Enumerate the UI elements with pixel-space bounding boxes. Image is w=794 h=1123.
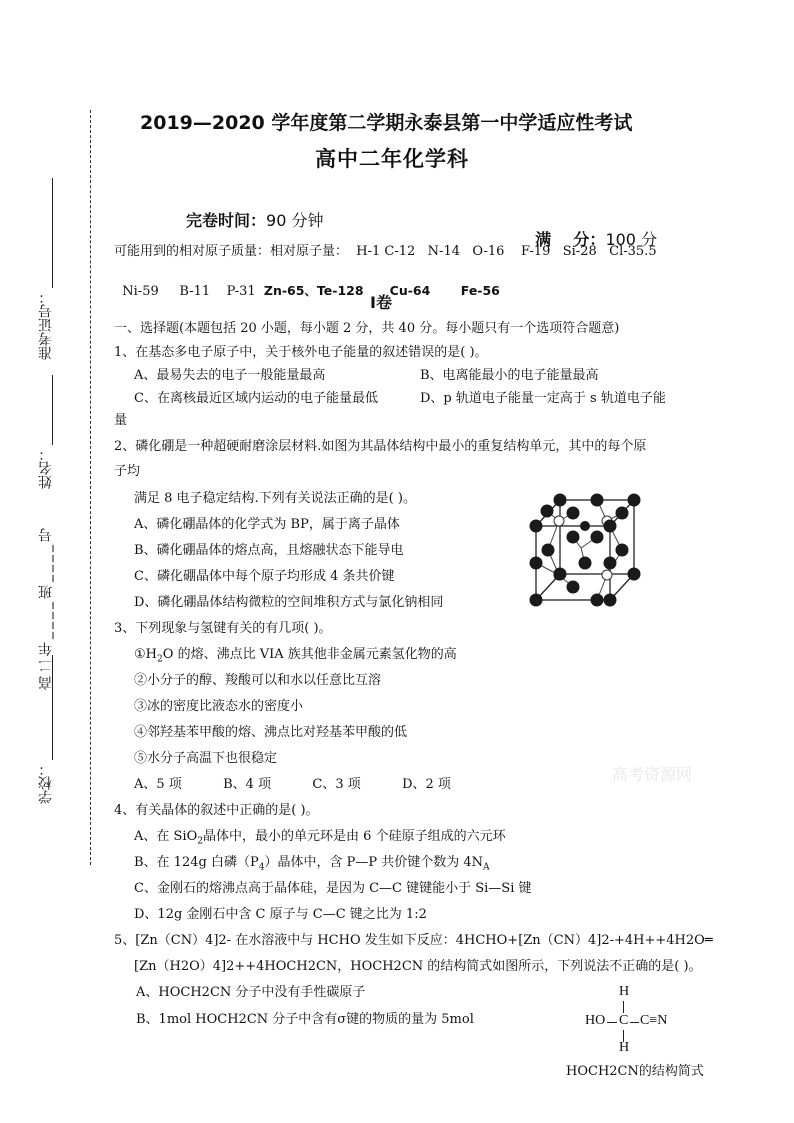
- class-label: 高二年____班____号: [38, 525, 54, 690]
- score-value: 100 分: [605, 230, 658, 249]
- q3-item1: ①H: [134, 647, 157, 662]
- atomic-mass-line2: Ni-59 B-11 P-31: [122, 284, 264, 299]
- q4-option-b-sub2: A: [483, 862, 490, 873]
- q4-option-a-rest: 晶体中，最小的单元环是由 6 个硅原子组成的六元环: [203, 829, 506, 844]
- q5-line1: 5、[Zn（CN）4]2- 在水溶液中与 HCHO 发生如下反应：4HCHO+[Zn（CN）4]2-+4H++4H2O═: [114, 933, 713, 948]
- atomic-mass-line1: 可能用到的相对原子质量：相对原子量： H-1 C-12 N-14 O-16 F-19 Si-28 Cl-35.5: [114, 244, 657, 259]
- exam-no-blank[interactable]: [52, 178, 53, 288]
- q1-option-d-cont: 量: [114, 413, 128, 428]
- q2-option-c: C、磷化硼晶体中每个原子均形成 4 条共价键: [134, 569, 395, 584]
- q5-option-a: A、HOCH2CN 分子中没有手性碳原子: [136, 985, 366, 1000]
- boron-phosphide-crystal-figure: [524, 490, 644, 608]
- time-label: 完卷时间：: [186, 211, 267, 230]
- q2-stem-cont: 子均: [114, 464, 141, 479]
- time-value: 90 分钟: [266, 211, 324, 230]
- score-label: 满 分：: [535, 230, 606, 249]
- q5-option-b: B、1mol HOCH2CN 分子中含有σ键的物质的量为 5mol: [136, 1012, 474, 1027]
- q3-stem: 3、下列现象与氢键有关的有几项( )。: [114, 621, 332, 636]
- q1-stem: 1、在基态多电子原子中，关于核外电子能量的叙述错误的是( )。: [114, 345, 488, 360]
- q4-option-a: A、在 SiO: [134, 829, 198, 844]
- q2-option-a: A、磷化硼晶体的化学式为 BP，属于离子晶体: [134, 517, 400, 532]
- q3-item5: ⑤水分子高温下也很稳定: [134, 751, 278, 766]
- name-label: 姓名：: [38, 447, 54, 489]
- school-label: 学校：: [38, 762, 54, 804]
- structure-cn: C≡N: [640, 1013, 668, 1028]
- exam-subtitle: 高中二年化学科: [315, 147, 469, 171]
- q1-option-c: C、在离核最近区域内运动的电子能量最低: [134, 391, 378, 406]
- structure-h-top: H: [619, 984, 630, 999]
- q1-option-d: D、p 轨道电子能量一定高于 s 轨道电子能: [420, 391, 666, 406]
- q4-option-b-sub: 4: [258, 862, 265, 873]
- q3-item1-rest: O 的熔、沸点比 VIA 族其他非金属元素氢化物的高: [162, 647, 457, 662]
- q3-item3: ③冰的密度比液态水的密度小: [134, 699, 304, 714]
- binding-dashed-line: [90, 110, 91, 865]
- exam-no-label: 准考证号：: [38, 290, 54, 360]
- q3-item4: ④邻羟基苯甲酸的熔、沸点比对羟基苯甲酸的低: [134, 725, 408, 740]
- q2-option-b: B、磷化硼晶体的熔点高，且熔融状态下能导电: [134, 543, 404, 558]
- q4-option-c: C、金刚石的熔沸点高于晶体硅，是因为 C—C 键键能小于 Si—Si 键: [134, 881, 532, 896]
- structure-bond-right: [630, 1022, 639, 1023]
- q1-option-a: A、最易失去的电子一般能量最高: [134, 368, 326, 383]
- q1-option-b: B、电离能最小的电子能量最高: [420, 368, 599, 383]
- q3-item1-sub: 2: [157, 654, 163, 665]
- watermark: 高考资源网: [612, 765, 693, 784]
- q4-option-b-rest: ）晶体中，含 P—P 共价键个数为 4N: [264, 855, 484, 870]
- section-intro: 一、选择题(本题包括 20 小题，每小题 2 分，共 40 分。每小题只有一个选项符合题意): [114, 321, 620, 336]
- structure-caption: HOCH2CN的结构简式: [566, 1064, 704, 1079]
- structure-bond-top: [623, 1001, 624, 1013]
- q5-line2: [Zn（H2O）4]2++4HOCH2CN，HOCH2CN 的结构简式如图所示，下列说法不正确的是( )。: [134, 959, 702, 974]
- exam-title: 2019—2020 学年度第二学期永泰县第一中学适应性考试: [140, 112, 633, 134]
- q4-option-d: D、12g 金刚石中含 C 原子与 C—C 键之比为 1:2: [134, 907, 427, 922]
- structure-h-bottom: H: [619, 1040, 630, 1055]
- q4-stem: 4、有关晶体的叙述中正确的是( )。: [114, 803, 319, 818]
- name-blank[interactable]: [52, 375, 53, 445]
- q2-option-d: D、磷化硼晶体结构微粒的空间堆积方式与氯化钠相同: [134, 595, 444, 610]
- structure-bond-left: [607, 1022, 617, 1023]
- q3-options: A、5 项 B、4 项 C、3 项 D、2 项: [134, 777, 451, 792]
- q2-stem-cont2: 满足 8 电子稳定结构.下列有关说法正确的是( )。: [134, 491, 416, 506]
- q4-option-b: B、在 124g 白磷（P: [134, 855, 259, 870]
- q2-stem: 2、磷化硼是一种超硬耐磨涂层材料.如图为其晶体结构中最小的重复结构单元，其中的每个原: [114, 439, 647, 454]
- atomic-mass-line2-bold: Zn-65、Te-128 Cu-64 Fe-56: [263, 283, 500, 298]
- q4-option-a-sub: 2: [197, 836, 204, 847]
- school-blank[interactable]: [52, 655, 53, 760]
- structure-ho: HO: [585, 1013, 606, 1028]
- structure-c: C: [619, 1013, 629, 1028]
- section-title: Ⅰ卷: [370, 293, 392, 312]
- q3-item2: ②小分子的醇、羧酸可以和水以任意比互溶: [134, 673, 382, 688]
